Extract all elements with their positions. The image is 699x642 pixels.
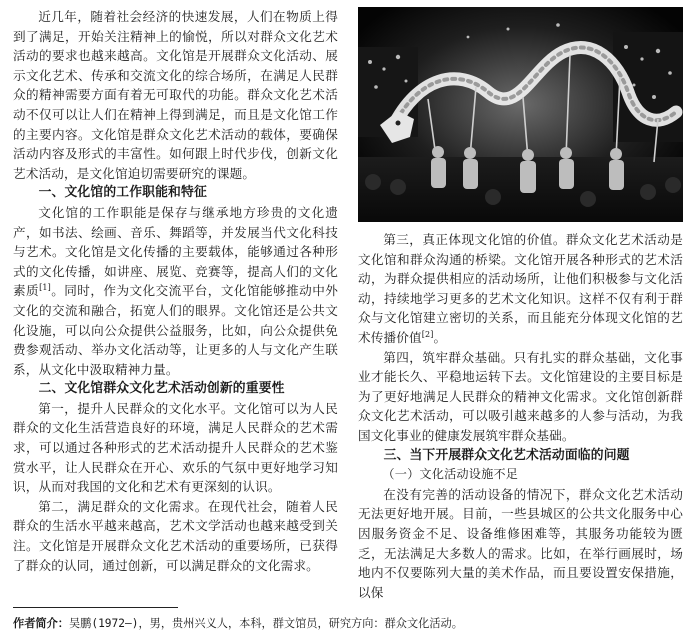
foundation-paragraph: 第四，筑牢群众基础。只有扎实的群众基础，文化事业才能长久、平稳地运转下去。文化馆建设的主要目标是为了更好地满足人民群众的精神文化需求。文化馆创新群众文化艺术活动，可以吸引越来越多的人参与活动，为我国文化事业的健康发展筑牢群众基础。: [358, 349, 683, 443]
right-column: [358, 230, 683, 602]
section-heading-1: 一、文化馆的工作职能和特征: [38, 185, 207, 201]
author-note-label: 作者简介：: [13, 617, 69, 630]
functions-text-a: 文化馆的工作职能是保存与继承地方珍贵的文化遗产，如书法、绘画、音乐、舞蹈等，并发展当代文化科技与艺术。文化馆是文化传播的主要载体，能够通过各种形式的文化传播，如讲座、展览、竞赛等，提高人们的文化素质: [13, 204, 338, 299]
subsection-heading-3-1: （一）文化活动设施不足: [382, 467, 519, 482]
citation-1: [1]: [39, 283, 51, 293]
value-text-b: 。: [433, 329, 447, 345]
section-heading-3: 三、当下开展群众文化艺术活动面临的问题: [383, 447, 630, 463]
footnote-divider: [13, 607, 178, 608]
functions-text-b: 。同时，作为文化交流平台，文化馆能够推动中外文化的交流和融合，拓宽人们的眼界。文化馆还是公共文化设施，可以向公众提供公益服务，比如，向公众提供免费参观活动、举办文化活动等，让更多的人与文化产生联系，从文化中汲取精神力量。: [13, 283, 338, 377]
author-note-text: 吴鹏(1972—)，男，贵州兴义人，本科，群文馆员，研究方向：群众文化活动。: [68, 617, 463, 630]
left-column: [13, 7, 338, 575]
dragon-dance-photo-illustration: [358, 7, 683, 222]
value-paragraph: [358, 230, 683, 348]
value-text-a: 第三，真正体现文化馆的价值。群众文化艺术活动是文化馆和群众沟通的桥梁。文化馆开展各种形式的艺术活动，为群众提供相应的活动场所，让他们积极参与文化活动，持续地学习更多的艺术文化知识。这样不仅有利于群众与文化馆建立密切的关系，而且能充分体现文化馆的艺术传播价值: [358, 232, 683, 345]
intro-paragraph: 近几年，随着社会经济的快速发展，人们在物质上得到了满足，开始关注精神上的愉悦，所以对群众文化艺术活动的要求也越来越高。文化馆是开展群众文化活动、展示文化艺术、传承和交流文化的综合场所，在满足人民群众的精神需要方面有着无可取代的功能。群众文化艺术活动不仅可以让人们在精神上得到满足，而且是文化馆工作的主要内容。文化馆是群众文化艺术活动的载体，要确保活动内容及形式的丰富性。如何跟上时代步伐，创新文化艺术活动，是文化馆迫切需要研究的课题。: [13, 9, 338, 181]
section-heading-2: 二、文化馆群众文化艺术活动创新的重要性: [38, 381, 285, 397]
dragon-dance-photo: [358, 7, 683, 222]
importance-paragraph-2: 第二，满足群众的文化需求。在现代社会，随着人民群众的生活水平越来越高，艺术文学活动也越来越受到关注。文化馆是开展群众文化艺术活动的重要场所，已获得了群众的认同，通过创新，可以满足群众的文化需求。: [13, 498, 338, 573]
importance-paragraph-1: 第一，提升人民群众的文化水平。文化馆可以为人民群众的文化生活营造良好的环境，满足人民群众的艺术需求，可以通过各种形式的艺术活动提升人民群众的艺术鉴赏水平，让人民群众在开心、欢乐的气氛中更好地学习知识，从而对我国的文化和艺术有更深刻的认识。: [13, 400, 338, 495]
author-note: [13, 616, 693, 632]
citation-2: [2]: [421, 329, 434, 339]
functions-paragraph: [13, 203, 338, 379]
facilities-paragraph: 在没有完善的活动设备的情况下，群众文化艺术活动无法更好地开展。目前，一些县城区的公共文化服务中心因服务资金不足、设备维修困难等，其服务功能较为匮乏，无法满足大多数人的需求。比如，在举行画展时，场地内不仅要陈列大量的美术作品，而且要设置安保措施，以保: [358, 486, 683, 600]
